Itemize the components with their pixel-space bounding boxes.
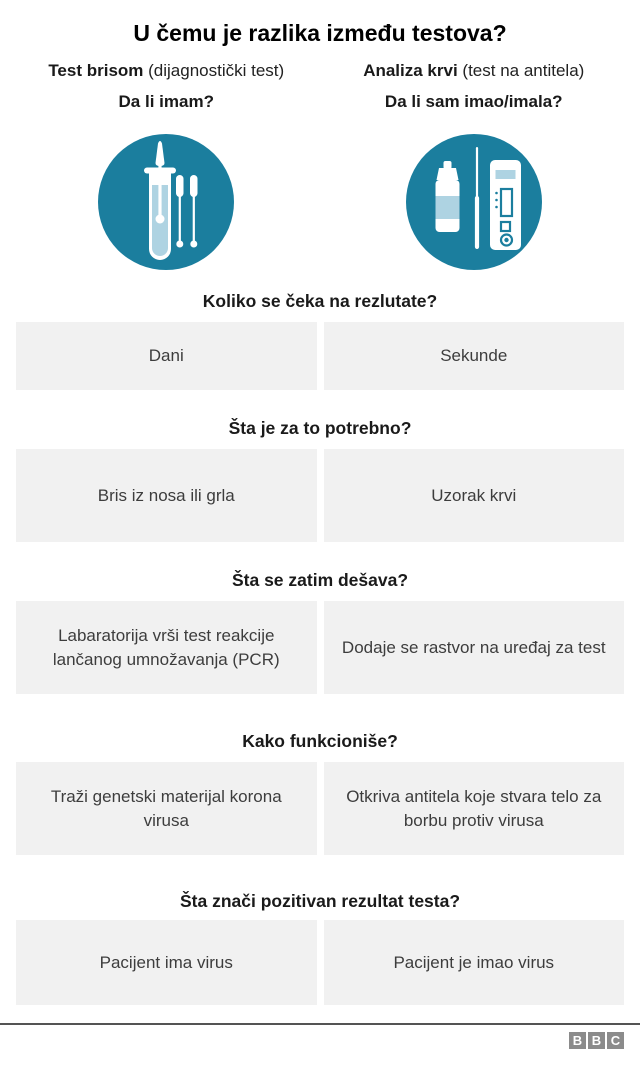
section-heading-next: Šta se zatim dešava? <box>231 570 409 590</box>
column-headers <box>0 60 640 82</box>
bbc-logo-block: B <box>588 1032 605 1049</box>
column-title-swab-bold: Test brisom <box>48 61 144 80</box>
blood-icon-cell <box>324 134 625 275</box>
answer-right: Pacijent je imao virus <box>324 920 625 1005</box>
column-title-swab <box>16 60 317 82</box>
column-questions <box>0 92 640 112</box>
answer-left: Bris iz nosa ili grla <box>16 449 317 542</box>
section-heading-results: Koliko se čeka na rezlutate? <box>202 291 438 311</box>
column-question-blood: Da li sam imao/imala? <box>384 92 563 111</box>
answer-right: Uzorak krvi <box>324 449 625 542</box>
answer-right: Otkriva antitela koje stvara telo za borbu protiv virusa <box>324 762 625 855</box>
section-how-boxes <box>0 762 640 855</box>
section-heading-needed: Šta je za to potrebno? <box>228 418 412 438</box>
bbc-logo-block: C <box>607 1032 624 1049</box>
column-title-blood-bold: Analiza krvi <box>363 61 458 80</box>
answer-left: Dani <box>16 322 317 390</box>
section-next-boxes <box>0 601 640 694</box>
section-heading-how: Kako funkcioniše? <box>242 731 398 751</box>
section-heading-positive: Šta znači pozitivan rezultat testa? <box>179 891 461 911</box>
section-needed-boxes <box>0 449 640 542</box>
answer-left: Traži genetski materijal korona virusa <box>16 762 317 855</box>
column-title-blood <box>324 60 625 82</box>
blood-test-icon <box>406 134 542 270</box>
swab-icon-cell <box>16 134 317 275</box>
bbc-logo-block: B <box>569 1032 586 1049</box>
column-icons <box>0 134 640 275</box>
section-results-boxes <box>0 322 640 390</box>
bbc-logo <box>0 1025 640 1049</box>
swab-test-icon <box>98 134 234 270</box>
answer-right: Sekunde <box>324 322 625 390</box>
column-title-blood-rest: (test na antitela) <box>457 61 585 80</box>
answer-right: Dodaje se rastvor na uređaj za test <box>324 601 625 694</box>
infographic <box>0 18 640 1049</box>
section-positive-boxes <box>0 920 640 1005</box>
column-question-swab: Da li imam? <box>118 92 214 111</box>
page-title: U čemu je razlika između testova? <box>133 20 507 46</box>
answer-left: Pacijent ima virus <box>16 920 317 1005</box>
column-title-swab-rest: (dijagnostički test) <box>143 61 285 80</box>
answer-left: Labaratorija vrši test reakcije lančanog umnožavanja (PCR) <box>16 601 317 694</box>
